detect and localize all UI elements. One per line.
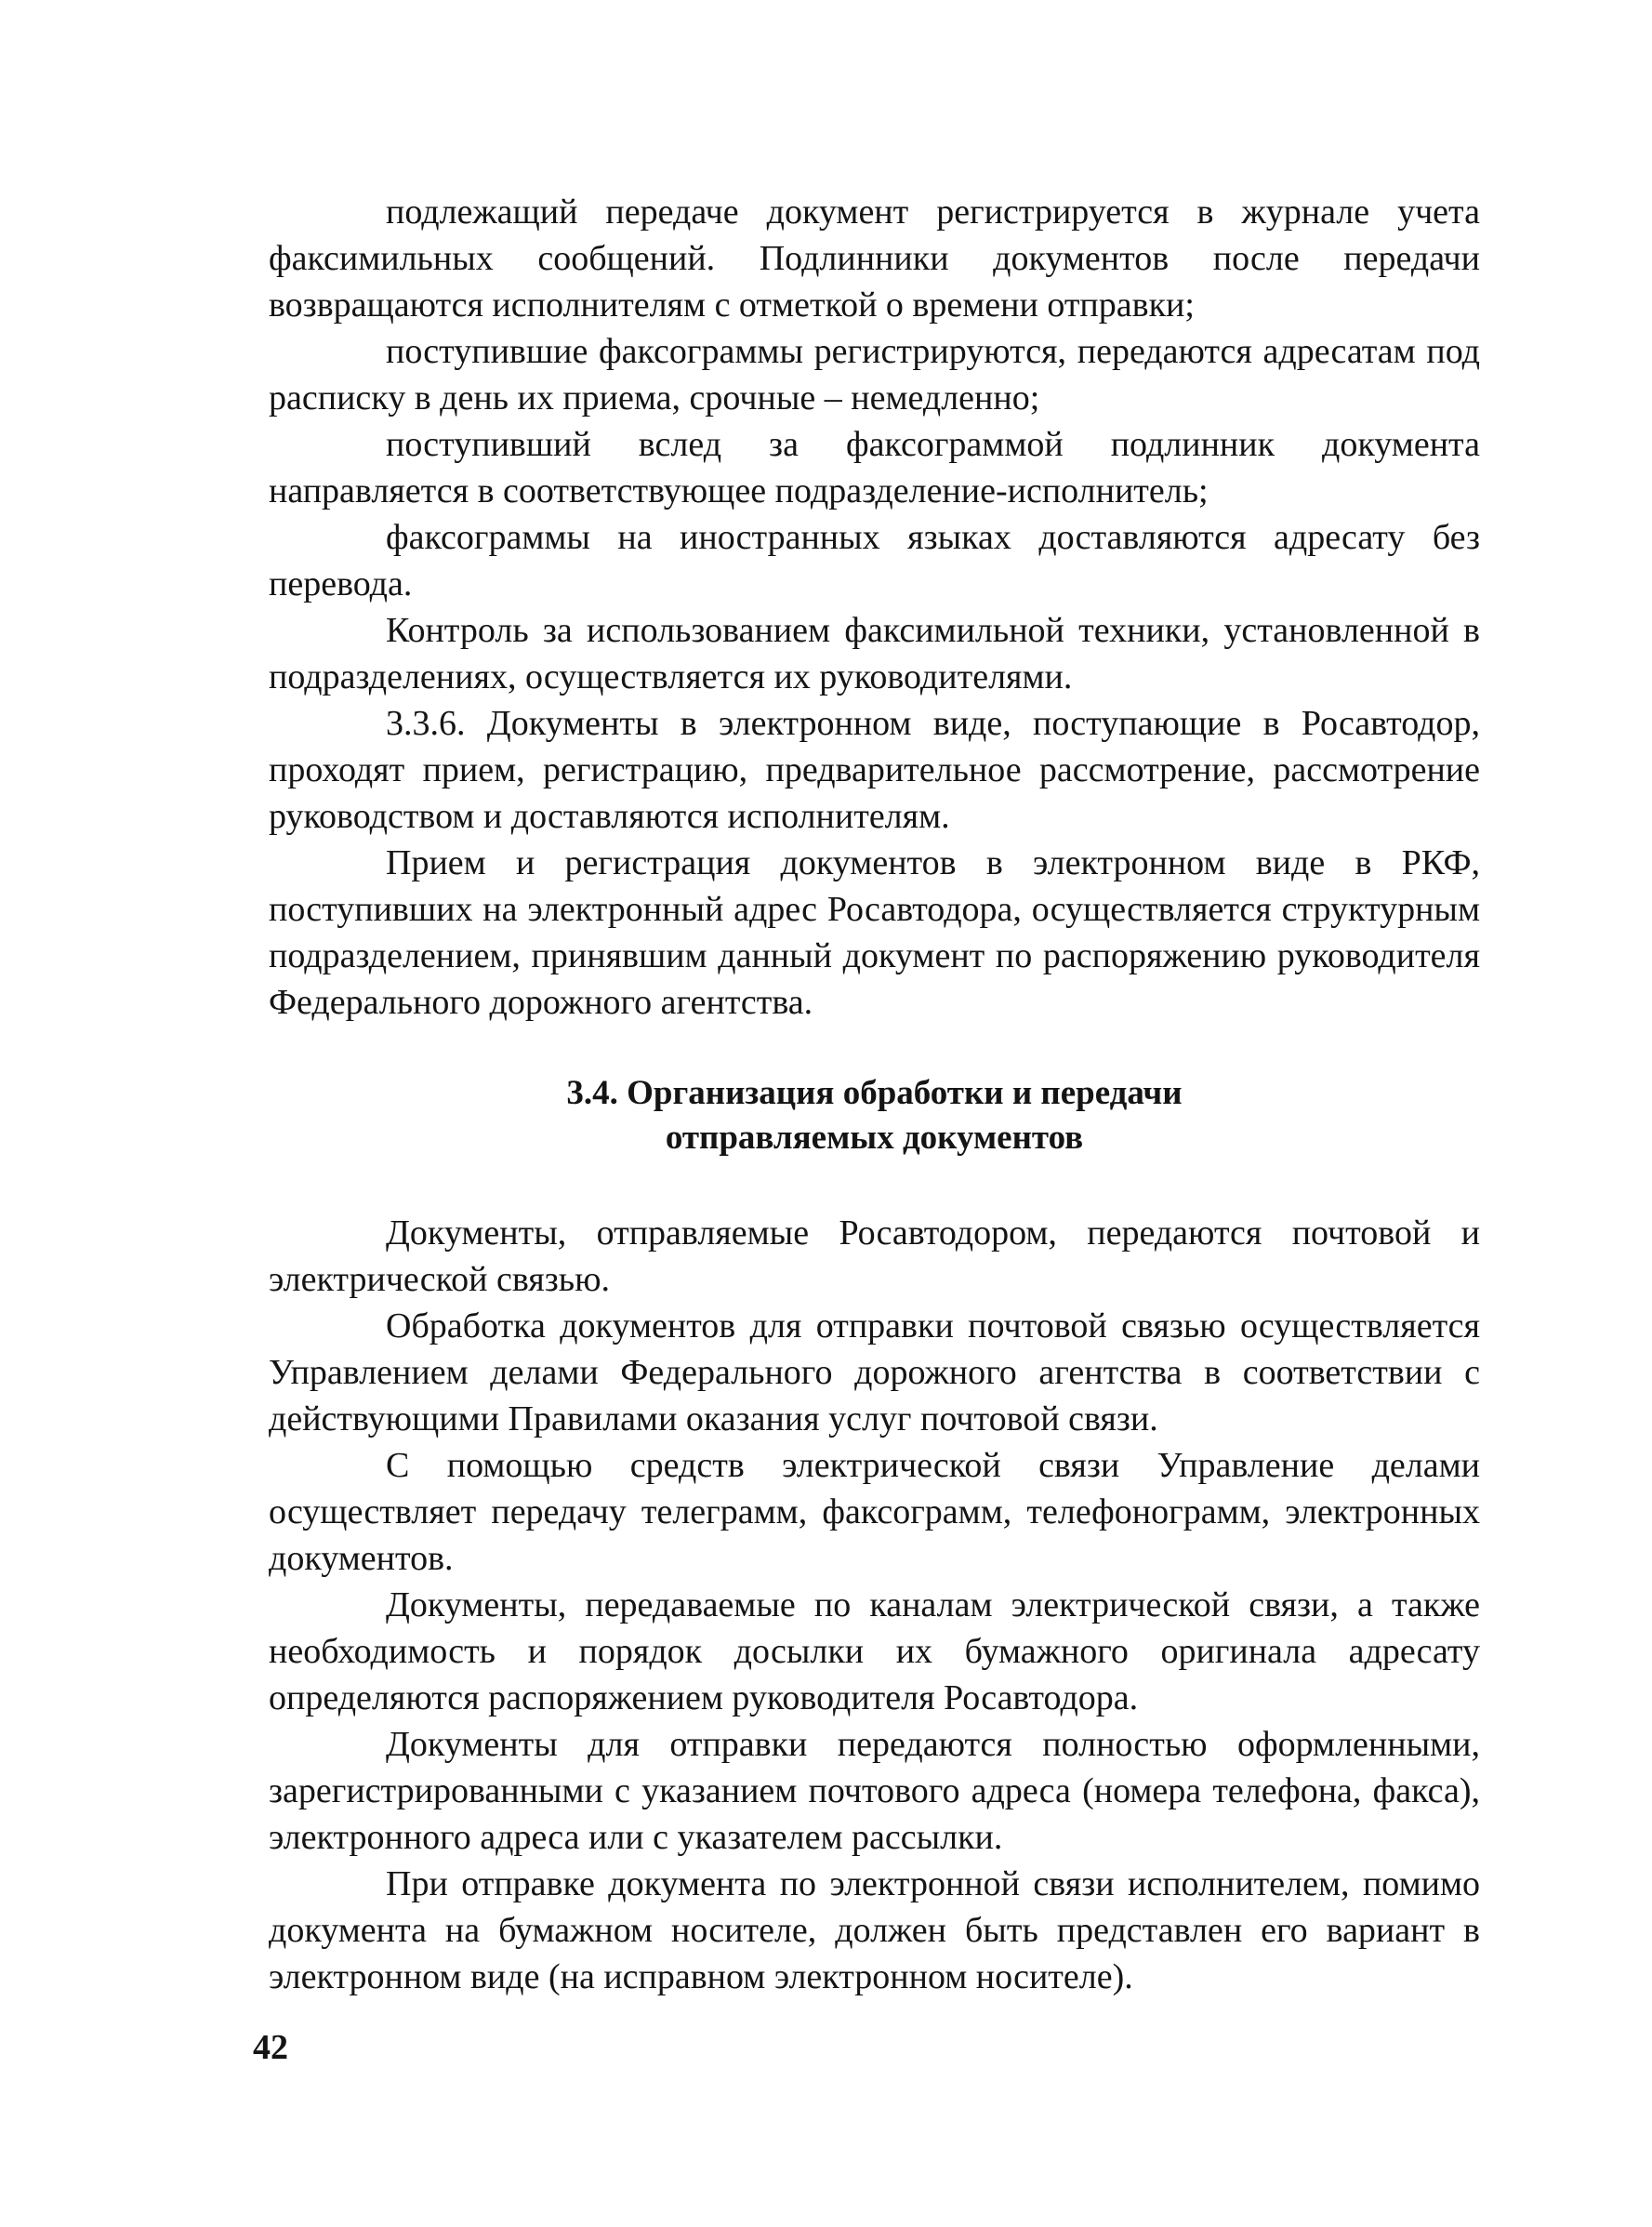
- section-heading-3-4: [269, 1071, 1480, 1160]
- paragraph-paper-original: Документы, передаваемые по каналам электрической связи, а также необходимость и порядок досылки их бумажного оригинала адресату определяются распоряжением руководителя Росавтодора.: [269, 1585, 1480, 1717]
- paragraph-outgoing-channels: Документы, отправляемые Росавтодором, передаются почтовой и электрической связью.: [269, 1213, 1480, 1299]
- paragraph-ready-documents: Документы для отправки передаются полностью оформленными, зарегистрированными с указанием почтового адреса (номера телефона, факса), электронного адреса или с указателем рассылки.: [269, 1725, 1480, 1857]
- paragraph-electronic-intake: Прием и регистрация документов в электронном виде в РКФ, поступивших на электронный адрес Росавтодора, осуществляется структурным подразделением, принявшим данный документ по распоряжению руководителя Федерального дорожного агентства.: [269, 843, 1480, 1022]
- paragraph-incoming-faxes: поступившие факсограммы регистрируются, передаются адресатам под расписку в день их приема, срочные – немедленно;: [269, 332, 1480, 418]
- paragraph-postal-processing: Обработка документов для отправки почтовой связью осуществляется Управлением делами Федерального дорожного агентства в соответствии с действующими Правилами оказания услуг почтовой связи.: [269, 1306, 1480, 1438]
- section-heading-line-1: 3.4. Организация обработки и передачи: [566, 1074, 1183, 1112]
- text-block-bottom: [269, 1210, 1480, 2000]
- paragraph-fax-control: Контроль за использованием факсимильной техники, установленной в подразделениях, осуществляется их руководителями.: [269, 611, 1480, 696]
- paragraph-foreign-language-faxes: факсограммы на иностранных языках доставляются адресату без перевода.: [269, 518, 1480, 603]
- section-heading-line-2: отправляемых документов: [665, 1119, 1084, 1157]
- paragraph-electrical-transmission: С помощью средств электрической связи Управление делами осуществляет передачу телеграмм, факсограмм, телефонограмм, электронных документов.: [269, 1446, 1480, 1578]
- paragraph-electronic-version: При отправке документа по электронной связи исполнителем, помимо документа на бумажном носителе, должен быть представлен его вариант в электронном виде (на исправном электронном носителе).: [269, 1864, 1480, 1996]
- paragraph-fax-registration: подлежащий передаче документ регистрируется в журнале учета факсимильных сообщений. Подлинники документов после передачи возвращаются исполнителям с отметкой о времени отправки;: [269, 192, 1480, 325]
- page-number: 42: [253, 2028, 288, 2067]
- paragraph-original-document: поступивший вслед за факсограммой подлинник документа направляется в соответствующее подразделение-исполнитель;: [269, 425, 1480, 510]
- paragraph-3-3-6: 3.3.6. Документы в электронном виде, поступающие в Росавтодор, проходят прием, регистрацию, предварительное рассмотрение, рассмотрение руководством и доставляются исполнителям.: [269, 704, 1480, 836]
- text-block-top: [269, 189, 1480, 1026]
